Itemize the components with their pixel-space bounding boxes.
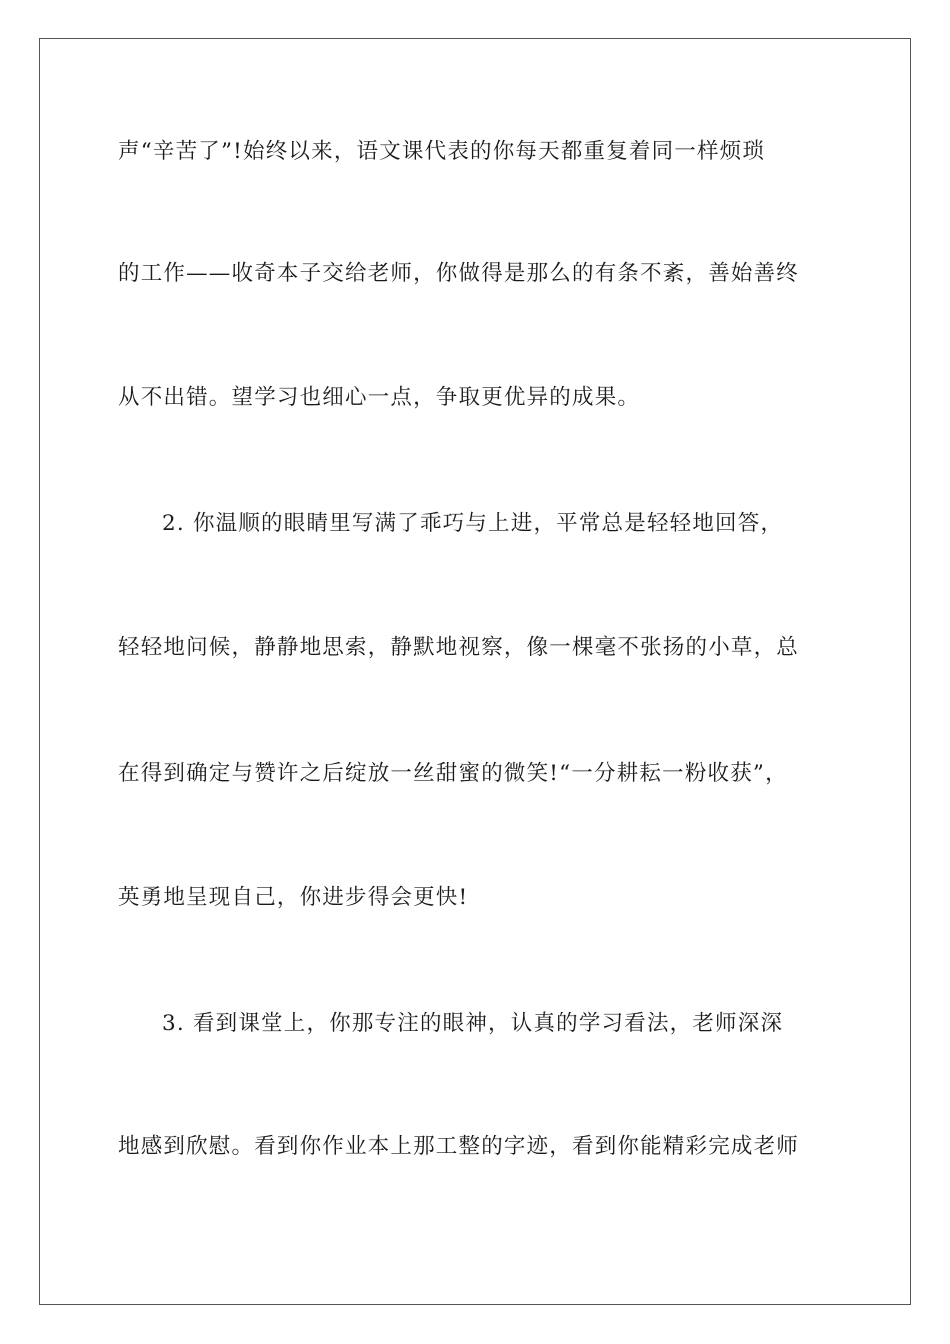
text-line: 的工作——收奇本子交给老师，你做得是那么的有条不紊，善始善终 <box>118 261 800 286</box>
text-line: 2. 你温顺的眼睛里写满了乖巧与上进，平常总是轻轻地回答， <box>162 511 784 536</box>
text-line: 从不出错。望学习也细心一点，争取更优异的成果。 <box>118 385 641 410</box>
text-line: 在得到确定与赞许之后绽放一丝甜蜜的微笑!“一分耕耘一粉收获”， <box>118 761 788 786</box>
text-line: 轻轻地问候，静静地思索，静默地视察，像一棵毫不张扬的小草，总 <box>118 635 800 660</box>
text-line: 声“辛苦了”!始终以来，语文课代表的你每天都重复着同一样烦琐 <box>118 139 766 164</box>
text-line: 英勇地呈现自己，你进步得会更快! <box>118 885 469 910</box>
text-line: 地感到欣慰。看到你作业本上那工整的字迹，看到你能精彩完成老师 <box>118 1134 800 1159</box>
text-line: 3. 看到课堂上，你那专注的眼神，认真的学习看法，老师深深 <box>162 1011 784 1036</box>
page-frame <box>39 38 911 1305</box>
